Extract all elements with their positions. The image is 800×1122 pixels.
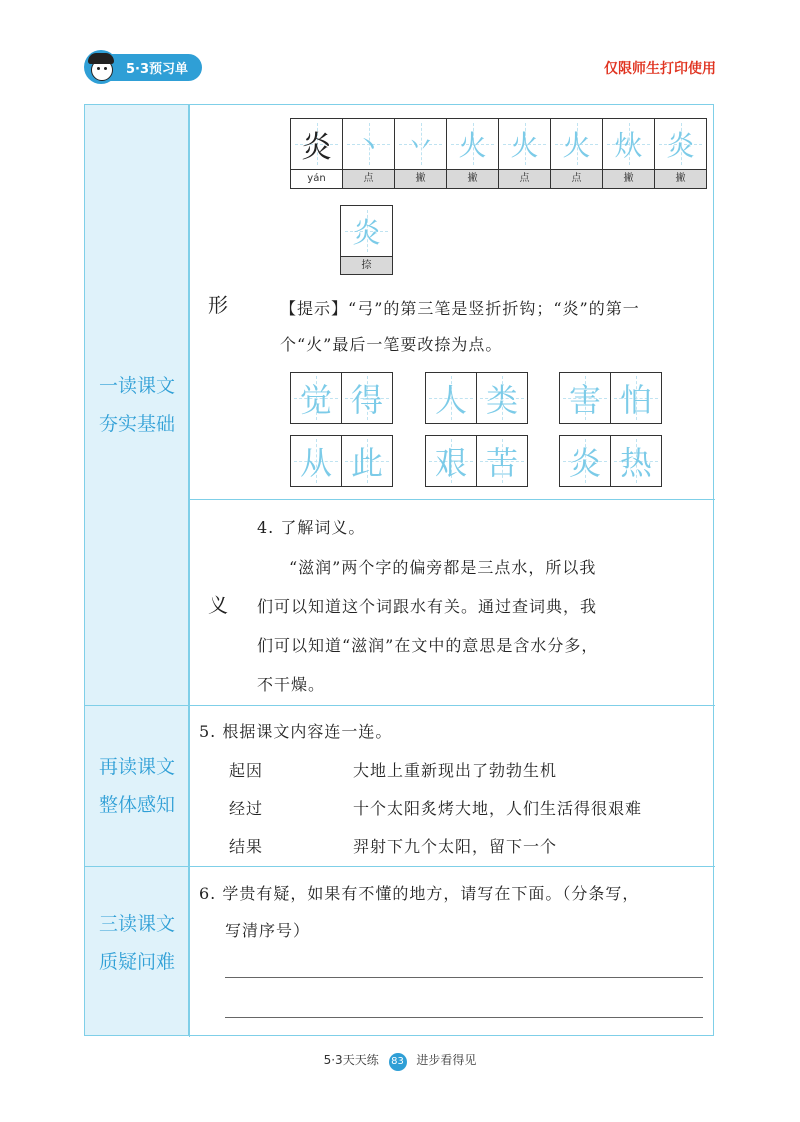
q5-right-item: 十个太阳炙烤大地，人们生活得很艰难	[353, 799, 643, 818]
answer-line[interactable]	[225, 977, 703, 978]
section-3-label: 三读课文 质疑问难	[98, 913, 175, 973]
sub-label-xing: 形	[208, 293, 228, 317]
q5-left-item: 经过	[229, 799, 264, 818]
q5-right-item: 羿射下九个太阳，留下一个	[353, 837, 558, 856]
q5-title: 5. 根据课文内容连一连。	[199, 722, 393, 741]
footer-right: 进步看得见	[416, 1053, 477, 1067]
stroke-step: 火 点	[498, 119, 550, 188]
stroke-char-cell: 炎 yán	[291, 119, 342, 188]
section-column	[85, 105, 189, 1035]
content-divider	[189, 705, 190, 1037]
badge-label: 5·3预习单	[110, 54, 202, 81]
stroke-tip: 【提示】“弓”的第三笔是竖折折钩；“炎”的第一个“火”最后一笔要改捺为点。	[280, 299, 640, 354]
stroke-step: 丶 点	[342, 119, 394, 188]
q6-line: 6. 学贵有疑，如果有不懂的地方，请写在下面。（分条写，	[199, 884, 640, 903]
section-divider	[85, 866, 715, 867]
section-1-label: 一读课文 夯实基础	[98, 375, 175, 435]
stroke-step: 火 撇	[446, 119, 498, 188]
word-grid: 炎 热	[559, 435, 662, 487]
q4-line: 们可以知道这个词跟水有关。通过查词典，我	[257, 597, 598, 616]
section-2-label: 再读课文 整体感知	[98, 756, 175, 816]
print-note: 仅限师生打印使用	[604, 61, 716, 77]
sub-label-yi: 义	[208, 593, 228, 617]
q4-line: 们可以知道“滋润”在文中的意思是含水分多，	[257, 636, 599, 655]
word-grid: 艰 苦	[425, 435, 528, 487]
header-badge	[84, 50, 202, 84]
footer-left: 5·3天天练	[323, 1053, 379, 1067]
section-divider	[85, 705, 715, 706]
stroke-step: 炎 撇	[654, 119, 706, 188]
row-divider	[189, 499, 715, 500]
q5-left-item: 结果	[229, 837, 264, 856]
stroke-step: 丷 撇	[394, 119, 446, 188]
q5-right-item: 大地上重新现出了勃勃生机	[353, 761, 558, 780]
word-grid: 人 类	[425, 372, 528, 424]
q6-line: 写清序号）	[225, 921, 311, 940]
q4-line: 不干燥。	[257, 675, 326, 694]
word-grid: 从 此	[290, 435, 393, 487]
stroke-step: 炏 撇	[602, 119, 654, 188]
stroke-step-last: 炎 捺	[340, 205, 393, 275]
word-grid: 觉 得	[290, 372, 393, 424]
q4-line: “滋润”两个字的偏旁都是三点水，所以我	[289, 558, 597, 577]
footer	[0, 1051, 800, 1071]
answer-line[interactable]	[225, 1017, 703, 1018]
stroke-order-row	[290, 118, 707, 189]
page-number: 83	[389, 1053, 407, 1071]
avatar-icon	[84, 50, 118, 84]
worksheet-table	[84, 104, 714, 1036]
word-grid: 害 怕	[559, 372, 662, 424]
q4-title: 4. 了解词义。	[257, 518, 366, 537]
q5-left-item: 起因	[229, 761, 264, 780]
sub-divider	[189, 105, 190, 705]
stroke-step: 火 点	[550, 119, 602, 188]
